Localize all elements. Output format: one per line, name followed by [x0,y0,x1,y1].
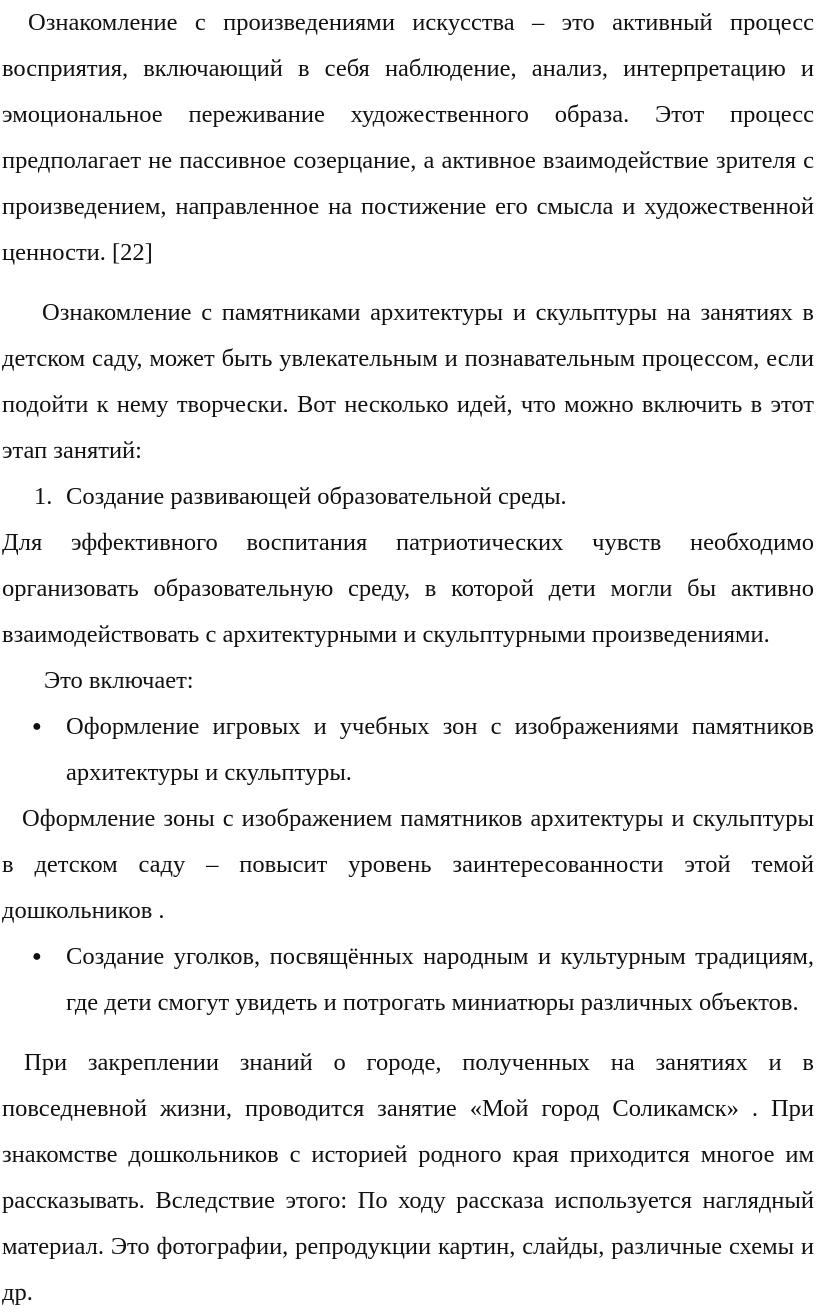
bullet-icon: ● [32,948,42,965]
paragraph-educational-environment: Для эффективного воспитания патриотических чувств необходимо организовать образовательную среду, в которой дети могли бы активно взаимодействовать с архитектурными и скульптурными произведениями. [2,529,814,648]
numbered-item-text: Создание развивающей образовательной среды. [66,483,567,510]
paragraph-architecture-intro: Ознакомление с памятниками архитектуры и скульптуры на занятиях в детском саду, может быть увлекательным и познавательным процессом, если подойти к нему творчески. Вот несколько идей, что можно включить в этот этап занятий: [2,299,814,464]
paragraph-city-lesson: При закреплении знаний о городе, полученных на занятиях и в повседневной жизни, проводится занятие «Мой город Соликамск» . При знакомстве дошкольников с историей родного края приходится многое им рассказывать. Вследствие этого: По ходу рассказа используется наглядный материал. Это фотографии, репродукции картин, слайды, различные схемы и др. [2,1049,814,1306]
bullet-icon: ● [32,718,42,735]
bullet-item-text: Оформление игровых и учебных зон с изображениями памятников архитектуры и скульптуры. [66,713,814,786]
paragraph-includes: Это включает: [44,667,194,694]
numbered-item-1 [2,474,814,520]
bullet-item-text: Создание уголков, посвящённых народным и культурным традициям, где дети смогут увидеть и потрогать миниатюры различных объектов. [66,943,814,1016]
paragraph-art-perception: Ознакомление с произведениями искусства – это активный процесс восприятия, включающий в себя наблюдение, анализ, интерпретацию и эмоциональное переживание художественного образа. Этот процесс предполагает не пассивное созерцание, а активное взаимодействие зрителя с произведением, направленное на постижение его смысла и художественной ценности. [22] [2,9,814,266]
bullet-item-2 [2,934,814,1026]
list-number: 1. [34,483,53,510]
bullet-item-1 [2,704,814,796]
paragraph-zone-design: Оформление зоны с изображением памятников архитектуры и скульптуры в детском саду – повысит уровень заинтересованности этой темой дошкольников . [2,805,814,924]
